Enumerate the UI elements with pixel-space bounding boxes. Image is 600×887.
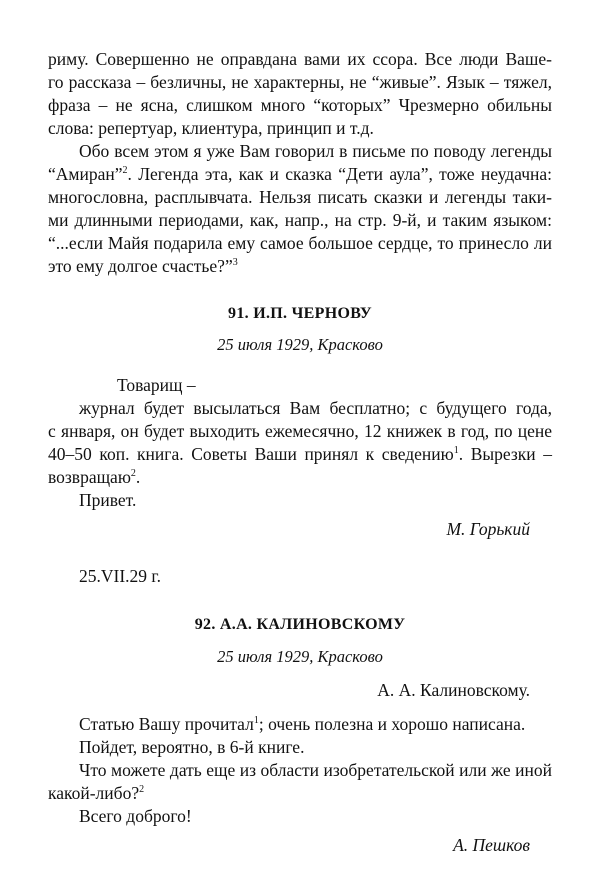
footnote-ref: 2 bbox=[130, 468, 136, 480]
text-line: Пойдет, вероятно, в 6-й книге. bbox=[79, 737, 305, 757]
signature: А. Пешков bbox=[453, 835, 530, 855]
letter-dateline: 25 июля 1929, Красково bbox=[217, 335, 383, 354]
signature: М. Горький bbox=[446, 519, 530, 539]
text-line: 40–50 коп. книга. Советы Ваши принял к сведению$^1$. Вырезки – bbox=[48, 444, 552, 464]
text-line: “Амиран”$^2$. Легенда эта, как и сказка “Дети аула”, тоже неудачна: bbox=[48, 164, 552, 184]
text-line: го рассказа – безличны, не характерны, не “живые”. Язык – тяжел, bbox=[48, 72, 552, 92]
closing: Всего доброго! bbox=[79, 806, 192, 826]
text-line: риму. Совершенно не оправдана вами их ссора. Все люди Ваше- bbox=[48, 49, 552, 69]
text-line: Обо всем этом я уже Вам говорил в письме по поводу легенды bbox=[79, 141, 552, 161]
text-line: слова: репертуар, клиентура, принцип и т.д. bbox=[48, 118, 374, 138]
text-line: многословна, расплывчата. Нельзя писать сказки и легенды таки- bbox=[48, 187, 552, 207]
text-line: журнал будет высылаться Вам бесплатно; с будущего года, bbox=[79, 398, 552, 418]
letter-heading: 91. И.П. ЧЕРНОВУ bbox=[228, 305, 372, 322]
text-line: возвращаю$^2$. bbox=[48, 467, 141, 487]
text-line: какой-либо?$^2$ bbox=[48, 783, 145, 803]
text-line: Что можете дать еще из области изобретательской или же иной bbox=[79, 760, 552, 780]
footnote-ref: 2 bbox=[139, 784, 145, 796]
salutation: Товарищ – bbox=[117, 375, 196, 395]
addressee: А. А. Калиновскому. bbox=[377, 680, 530, 700]
text-line: фраза – не ясна, слишком много “которых” Чрезмерно обильны bbox=[48, 95, 552, 115]
letter-heading: 92. А.А. КАЛИНОВСКОМУ bbox=[194, 616, 406, 633]
text-line: это ему долгое счастье?”$^3$ bbox=[48, 256, 238, 276]
text-line: ми длинными периодами, как, напр., на стр. 9-й, и таким языком: bbox=[48, 210, 552, 230]
text-line: “...если Майя подарила ему самое большое сердце, то принесло ли bbox=[48, 233, 552, 253]
text-line: с января, он будет выходить ежемесячно, 12 книжек в год, по цене bbox=[48, 421, 552, 441]
footnote-ref: 1 bbox=[453, 445, 459, 457]
footnote-ref: 1 bbox=[253, 715, 259, 727]
text-line: Статью Вашу прочитал$^1$; очень полезна и хорошо написана. bbox=[79, 714, 526, 734]
closing: Привет. bbox=[79, 490, 137, 510]
letter-date: 25.VII.29 г. bbox=[79, 566, 161, 586]
footnote-ref: 3 bbox=[232, 257, 238, 269]
footnote-ref: 2 bbox=[122, 165, 128, 177]
letter-dateline: 25 июля 1929, Красково bbox=[217, 647, 383, 666]
